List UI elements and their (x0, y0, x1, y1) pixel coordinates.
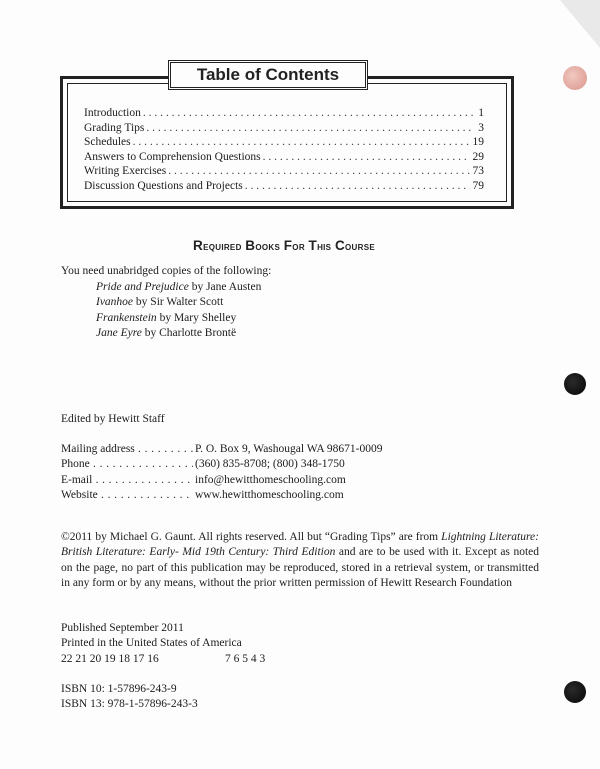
contact-value: (360) 835-8708; (800) 348-1750 (195, 458, 345, 471)
toc-entry-page: 79 (472, 179, 484, 192)
isbn-13: ISBN 13: 978-1-57896-243-3 (61, 698, 198, 711)
toc-entry-label: Answers to Comprehension Questions (84, 150, 261, 163)
book-title: Frankenstein (96, 311, 157, 324)
toc-entry (84, 121, 484, 136)
toc-entry (84, 106, 484, 121)
book-author: by Mary Shelley (156, 311, 237, 324)
book-entry (96, 326, 261, 341)
toc-leader-dots (245, 179, 470, 194)
isbn-10: ISBN 10: 1-57896-243-9 (61, 683, 177, 695)
toc-leader-dots (263, 150, 470, 165)
contact-row-website (61, 488, 382, 503)
toc-entry-page: 1 (478, 107, 484, 119)
contact-value: info@hewitthomeschooling.com (195, 473, 346, 486)
toc-entry (84, 179, 484, 194)
toc-entry (84, 135, 484, 150)
contact-row-mailing (61, 442, 382, 457)
toc-entry-page: 19 (472, 136, 484, 149)
toc-leader-dots (168, 164, 469, 179)
book-author: by Jane Austen (188, 281, 262, 293)
contact-label: E-mail . . . (61, 473, 193, 488)
toc-entry-label: Discussion Questions and Projects (84, 179, 243, 192)
contact-label: Mailing address . . . (61, 442, 193, 457)
book-title: Ivanhoe (96, 296, 134, 309)
required-books-heading: Required Books For This Course (193, 238, 375, 253)
toc-leader-dots (143, 106, 475, 121)
copyright-notice: ©2011 by Michael G. Gaunt. All rights reserved. All but “Grading Tips” are from Lightning Literature: British Literature: Early- Mid 19th Century: Third Edition and are to be used with it. Except as noted on the page, no part of this publication may be reproduced, stored in a retrieval system, or transmitted in any form or by any means, without the prior written permission of Hewitt Research Foundation (61, 531, 539, 590)
toc-list (84, 106, 484, 194)
toc-entry-page: 3 (478, 121, 484, 134)
book-author: by Charlotte Brontë (141, 327, 237, 340)
toc-leader-dots (133, 135, 470, 150)
toc-entry (84, 150, 484, 165)
isbn-info (61, 682, 198, 713)
page-corner-fold (560, 0, 600, 48)
book-author: by Sir Walter Scott (133, 296, 224, 309)
toc-title: Table of Contents (168, 60, 368, 90)
contact-label: Website . . . (61, 488, 193, 503)
binder-hole-bottom (564, 681, 586, 703)
required-books-list (96, 280, 261, 342)
toc-entry (84, 164, 484, 179)
contact-label: Phone . . . (61, 457, 193, 472)
book-entry (96, 295, 261, 310)
toc-entry-label: Writing Exercises (84, 165, 167, 178)
book-title: Pride and Prejudice (96, 281, 189, 293)
edited-by: Edited by Hewitt Staff (61, 413, 165, 425)
printing-line-years: 22 21 20 19 18 17 16 (61, 652, 159, 665)
toc-entry-label: Introduction (84, 107, 141, 119)
toc-entry-label: Schedules (84, 136, 131, 149)
book-title: Jane Eyre (96, 327, 142, 340)
book-entry (96, 311, 261, 326)
toc-leader-dots (146, 121, 475, 136)
publication-info (61, 621, 265, 667)
contact-row-email (61, 473, 382, 488)
book-entry (96, 280, 261, 295)
toc-entry-label: Grading Tips (84, 121, 145, 134)
binder-hole-top (563, 66, 587, 90)
contact-value: P. O. Box 9, Washougal WA 98671-0009 (195, 443, 383, 455)
printed-in: Printed in the United States of America (61, 637, 242, 650)
contact-info (61, 442, 382, 504)
printing-line (61, 652, 265, 667)
printing-line-numbers: 7 6 5 4 3 (225, 652, 266, 665)
binder-hole-middle (564, 373, 586, 395)
required-books-intro: You need unabridged copies of the following: (61, 265, 272, 277)
toc-entry-page: 29 (472, 150, 484, 163)
toc-entry-page: 73 (472, 165, 484, 178)
published-date: Published September 2011 (61, 622, 184, 634)
contact-value: www.hewitthomeschooling.com (195, 489, 344, 502)
contact-row-phone (61, 457, 382, 472)
